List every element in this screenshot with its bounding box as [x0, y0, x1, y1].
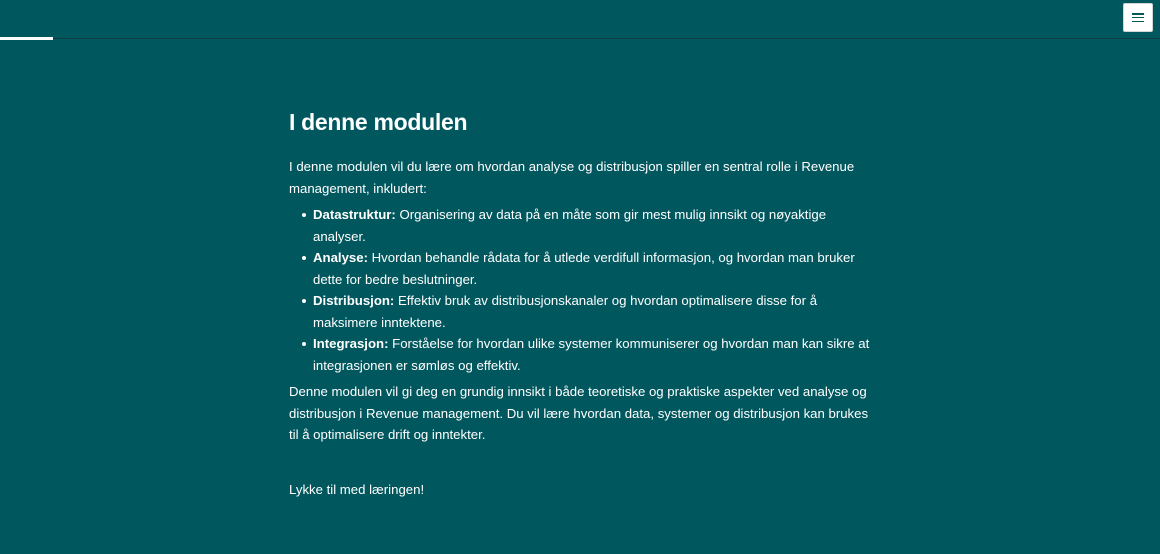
list-item — [313, 290, 871, 333]
summary-text: Denne modulen vil gi deg en grundig innsikt i både teoretiske og praktiske aspekter ved analyse og distribusjon i Revenue management. Du vil lære hvordan data, systemer og distribusjon kan brukes til å optimalisere drift og inntekter. — [289, 384, 869, 442]
list-item-text: Forståelse for hvordan ulike systemer kommuniserer og hvordan man kan sikre at integrasjonen er sømløs og effektiv. — [313, 336, 870, 373]
menu-button[interactable] — [1123, 3, 1153, 32]
list-item-term: Analyse: — [313, 250, 368, 265]
hamburger-menu-icon — [1132, 13, 1144, 22]
list-item-term: Integrasjon: — [313, 336, 389, 351]
top-bar — [0, 0, 1160, 39]
list-item-text: Organisering av data på en måte som gir mest mulig innsikt og nøyaktige analyser. — [313, 207, 827, 244]
list-item — [313, 333, 871, 376]
list-item-term: Distribusjon: — [313, 293, 395, 308]
list-item — [313, 204, 871, 247]
list-item-term: Datastruktur: — [313, 207, 396, 222]
topic-list — [289, 204, 871, 376]
list-item-text: Effektiv bruk av distribusjonskanaler og hvordan optimalisere disse for å maksimere inntektene. — [313, 293, 818, 330]
lesson-content — [289, 106, 871, 500]
progress-bar — [0, 37, 1160, 39]
page-title: I denne modulen — [289, 109, 468, 135]
list-item — [313, 247, 871, 290]
progress-bar-fill — [0, 37, 53, 40]
intro-text: I denne modulen vil du lære om hvordan analyse og distribusjon spiller en sentral rolle i Revenue management, inkludert: — [289, 159, 855, 196]
closing-text: Lykke til med læringen! — [289, 481, 425, 497]
list-item-text: Hvordan behandle rådata for å utlede verdifull informasjon, og hvordan man bruker dette for bedre beslutninger. — [313, 250, 855, 287]
